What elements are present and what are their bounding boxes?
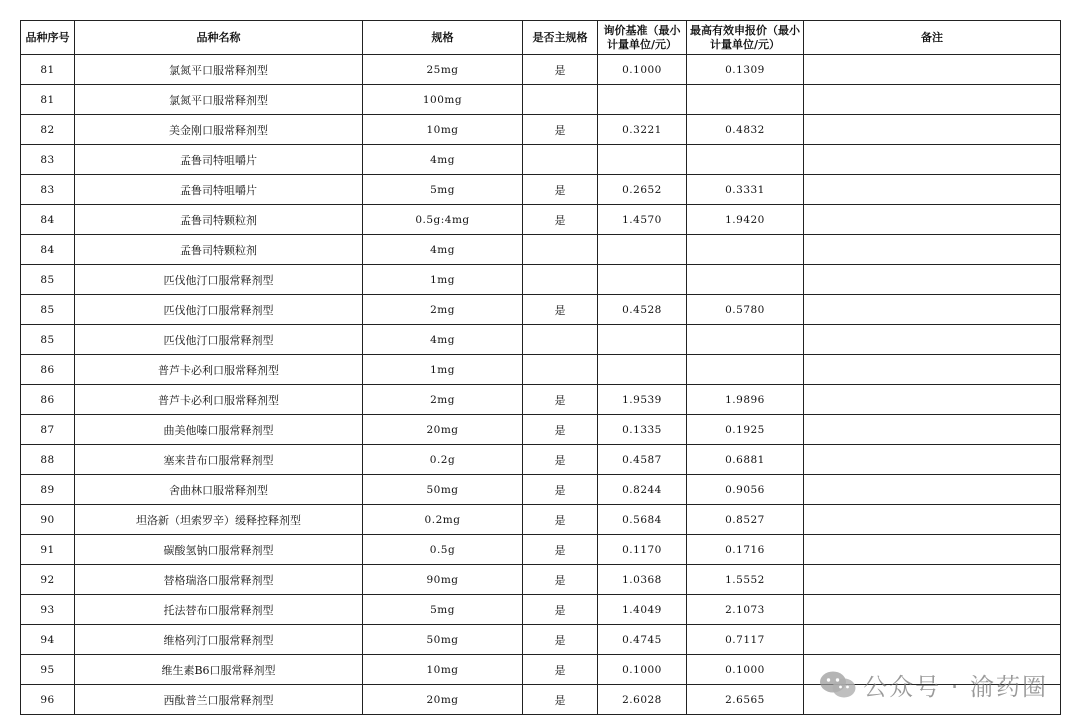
table-row: [21, 445, 1061, 475]
header-max-price: [687, 21, 804, 55]
cell-base-price: 0.8244: [598, 475, 687, 505]
cell-note: [804, 505, 1061, 535]
cell-seq: 84: [21, 205, 75, 235]
cell-spec: 0.2mg: [363, 505, 523, 535]
cell-base-price: 0.1000: [598, 655, 687, 685]
table-row: [21, 415, 1061, 445]
cell-base-price: [598, 85, 687, 115]
cell-main-spec: 是: [523, 55, 598, 85]
cell-note: [804, 265, 1061, 295]
cell-base-price: 0.3221: [598, 115, 687, 145]
cell-main-spec: 是: [523, 535, 598, 565]
cell-max-price: 0.3331: [687, 175, 804, 205]
cell-name: 维格列汀口服常释剂型: [75, 625, 363, 655]
cell-max-price: [687, 85, 804, 115]
cell-main-spec: 是: [523, 205, 598, 235]
table-row: [21, 85, 1061, 115]
cell-spec: 10mg: [363, 115, 523, 145]
cell-main-spec: [523, 355, 598, 385]
header-max-price-line2: 计量单位/元）: [709, 37, 781, 51]
cell-spec: 2mg: [363, 385, 523, 415]
table-row: [21, 115, 1061, 145]
cell-spec: 5mg: [363, 175, 523, 205]
cell-main-spec: 是: [523, 505, 598, 535]
table-row: [21, 145, 1061, 175]
cell-max-price: 1.9896: [687, 385, 804, 415]
cell-base-price: 0.1000: [598, 55, 687, 85]
header-spec: 规格: [363, 21, 523, 55]
cell-seq: 85: [21, 265, 75, 295]
cell-note: [804, 145, 1061, 175]
cell-max-price: [687, 325, 804, 355]
table-row: [21, 325, 1061, 355]
cell-note: [804, 115, 1061, 145]
cell-spec: 5mg: [363, 595, 523, 625]
cell-note: [804, 85, 1061, 115]
table-body: [21, 55, 1061, 715]
cell-main-spec: 是: [523, 385, 598, 415]
cell-base-price: 0.4587: [598, 445, 687, 475]
cell-base-price: 1.9539: [598, 385, 687, 415]
cell-main-spec: 是: [523, 685, 598, 715]
cell-spec: 50mg: [363, 475, 523, 505]
cell-note: [804, 595, 1061, 625]
cell-max-price: 0.1309: [687, 55, 804, 85]
cell-name: 西酞普兰口服常释剂型: [75, 685, 363, 715]
cell-seq: 95: [21, 655, 75, 685]
cell-spec: 4mg: [363, 145, 523, 175]
cell-base-price: 0.2652: [598, 175, 687, 205]
cell-spec: 1mg: [363, 265, 523, 295]
cell-note: [804, 175, 1061, 205]
cell-main-spec: 是: [523, 655, 598, 685]
table-row: [21, 265, 1061, 295]
cell-seq: 86: [21, 385, 75, 415]
cell-note: [804, 55, 1061, 85]
cell-spec: 25mg: [363, 55, 523, 85]
cell-base-price: 1.4570: [598, 205, 687, 235]
cell-spec: 0.2g: [363, 445, 523, 475]
cell-spec: 0.5g:4mg: [363, 205, 523, 235]
cell-name: 舍曲林口服常释剂型: [75, 475, 363, 505]
cell-name: 氯氮平口服常释剂型: [75, 85, 363, 115]
cell-main-spec: [523, 145, 598, 175]
cell-note: [804, 295, 1061, 325]
header-max-price-line1: 最高有效申报价（最小: [690, 23, 800, 37]
table-row: [21, 295, 1061, 325]
cell-base-price: 0.1335: [598, 415, 687, 445]
cell-spec: 0.5g: [363, 535, 523, 565]
cell-seq: 90: [21, 505, 75, 535]
cell-base-price: 2.6028: [598, 685, 687, 715]
cell-seq: 85: [21, 325, 75, 355]
cell-seq: 82: [21, 115, 75, 145]
cell-note: [804, 235, 1061, 265]
cell-name: 孟鲁司特颗粒剂: [75, 235, 363, 265]
cell-base-price: [598, 145, 687, 175]
cell-seq: 91: [21, 535, 75, 565]
cell-max-price: 0.4832: [687, 115, 804, 145]
cell-name: 匹伐他汀口服常释剂型: [75, 295, 363, 325]
cell-main-spec: 是: [523, 295, 598, 325]
cell-name: 美金刚口服常释剂型: [75, 115, 363, 145]
cell-max-price: [687, 265, 804, 295]
cell-name: 碳酸氢钠口服常释剂型: [75, 535, 363, 565]
cell-seq: 88: [21, 445, 75, 475]
cell-max-price: 2.6565: [687, 685, 804, 715]
cell-main-spec: [523, 85, 598, 115]
cell-seq: 96: [21, 685, 75, 715]
cell-base-price: 1.0368: [598, 565, 687, 595]
cell-seq: 83: [21, 145, 75, 175]
cell-seq: 89: [21, 475, 75, 505]
cell-spec: 1mg: [363, 355, 523, 385]
cell-spec: 4mg: [363, 325, 523, 355]
cell-base-price: 0.5684: [598, 505, 687, 535]
cell-note: [804, 535, 1061, 565]
cell-name: 匹伐他汀口服常释剂型: [75, 325, 363, 355]
table-row: [21, 625, 1061, 655]
cell-seq: 81: [21, 55, 75, 85]
cell-max-price: [687, 235, 804, 265]
cell-name: 普芦卡必利口服常释剂型: [75, 355, 363, 385]
table-row: [21, 205, 1061, 235]
cell-base-price: [598, 325, 687, 355]
cell-max-price: 0.1716: [687, 535, 804, 565]
cell-name: 曲美他嗪口服常释剂型: [75, 415, 363, 445]
cell-base-price: 1.4049: [598, 595, 687, 625]
cell-name: 氯氮平口服常释剂型: [75, 55, 363, 85]
price-table: [20, 20, 1061, 715]
header-base-price: [598, 21, 687, 55]
header-base-price-line2: 计量单位/元）: [606, 37, 678, 51]
cell-main-spec: 是: [523, 445, 598, 475]
table-row: [21, 235, 1061, 265]
cell-note: [804, 445, 1061, 475]
cell-max-price: 0.1000: [687, 655, 804, 685]
cell-main-spec: 是: [523, 175, 598, 205]
cell-seq: 85: [21, 295, 75, 325]
watermark: [819, 667, 1048, 702]
cell-main-spec: 是: [523, 625, 598, 655]
cell-seq: 93: [21, 595, 75, 625]
cell-spec: 20mg: [363, 685, 523, 715]
cell-spec: 100mg: [363, 85, 523, 115]
cell-name: 塞来昔布口服常释剂型: [75, 445, 363, 475]
header-name: 品种名称: [75, 21, 363, 55]
cell-main-spec: [523, 325, 598, 355]
cell-note: [804, 565, 1061, 595]
cell-name: 孟鲁司特咀嚼片: [75, 175, 363, 205]
cell-spec: 4mg: [363, 235, 523, 265]
watermark-text: 公众号 · 渝药圈: [863, 673, 1048, 701]
cell-main-spec: 是: [523, 595, 598, 625]
cell-main-spec: 是: [523, 475, 598, 505]
cell-max-price: 1.9420: [687, 205, 804, 235]
cell-note: [804, 325, 1061, 355]
cell-seq: 83: [21, 175, 75, 205]
cell-main-spec: 是: [523, 565, 598, 595]
cell-main-spec: [523, 235, 598, 265]
cell-seq: 94: [21, 625, 75, 655]
cell-base-price: 0.4528: [598, 295, 687, 325]
header-seq: 品种序号: [21, 21, 75, 55]
cell-spec: 2mg: [363, 295, 523, 325]
cell-name: 匹伐他汀口服常释剂型: [75, 265, 363, 295]
cell-main-spec: 是: [523, 115, 598, 145]
cell-spec: 50mg: [363, 625, 523, 655]
table-row: [21, 565, 1061, 595]
cell-seq: 84: [21, 235, 75, 265]
cell-name: 替格瑞洛口服常释剂型: [75, 565, 363, 595]
cell-max-price: 0.5780: [687, 295, 804, 325]
cell-name: 孟鲁司特颗粒剂: [75, 205, 363, 235]
table-row: [21, 595, 1061, 625]
cell-note: [804, 385, 1061, 415]
cell-max-price: 0.1925: [687, 415, 804, 445]
cell-seq: 92: [21, 565, 75, 595]
cell-name: 维生素B6口服常释剂型: [75, 655, 363, 685]
cell-note: [804, 355, 1061, 385]
cell-max-price: [687, 355, 804, 385]
cell-max-price: 0.9056: [687, 475, 804, 505]
cell-max-price: 0.6881: [687, 445, 804, 475]
cell-seq: 87: [21, 415, 75, 445]
cell-note: [804, 205, 1061, 235]
table-row: [21, 475, 1061, 505]
table-row: [21, 55, 1061, 85]
cell-max-price: 2.1073: [687, 595, 804, 625]
cell-base-price: [598, 265, 687, 295]
cell-base-price: [598, 355, 687, 385]
table-header-row: [21, 21, 1061, 55]
cell-spec: 20mg: [363, 415, 523, 445]
table-row: [21, 385, 1061, 415]
header-main-spec: 是否主规格: [523, 21, 598, 55]
cell-note: [804, 625, 1061, 655]
table-row: [21, 355, 1061, 385]
cell-note: [804, 475, 1061, 505]
table-row: [21, 505, 1061, 535]
cell-note: [804, 415, 1061, 445]
cell-max-price: 1.5552: [687, 565, 804, 595]
cell-main-spec: [523, 265, 598, 295]
cell-spec: 10mg: [363, 655, 523, 685]
cell-name: 孟鲁司特咀嚼片: [75, 145, 363, 175]
wechat-icon: [819, 670, 857, 700]
cell-main-spec: 是: [523, 415, 598, 445]
cell-name: 托法替布口服常释剂型: [75, 595, 363, 625]
cell-base-price: 0.1170: [598, 535, 687, 565]
table-row: [21, 535, 1061, 565]
cell-max-price: 0.8527: [687, 505, 804, 535]
cell-base-price: 0.4745: [598, 625, 687, 655]
cell-base-price: [598, 235, 687, 265]
cell-max-price: [687, 145, 804, 175]
cell-spec: 90mg: [363, 565, 523, 595]
cell-name: 普芦卡必利口服常释剂型: [75, 385, 363, 415]
table-row: [21, 175, 1061, 205]
header-base-price-line1: 询价基准（最小: [603, 23, 681, 37]
cell-name: 坦洛新（坦索罗辛）缓释控释剂型: [75, 505, 363, 535]
cell-seq: 86: [21, 355, 75, 385]
cell-seq: 81: [21, 85, 75, 115]
header-note: 备注: [804, 21, 1061, 55]
cell-max-price: 0.7117: [687, 625, 804, 655]
